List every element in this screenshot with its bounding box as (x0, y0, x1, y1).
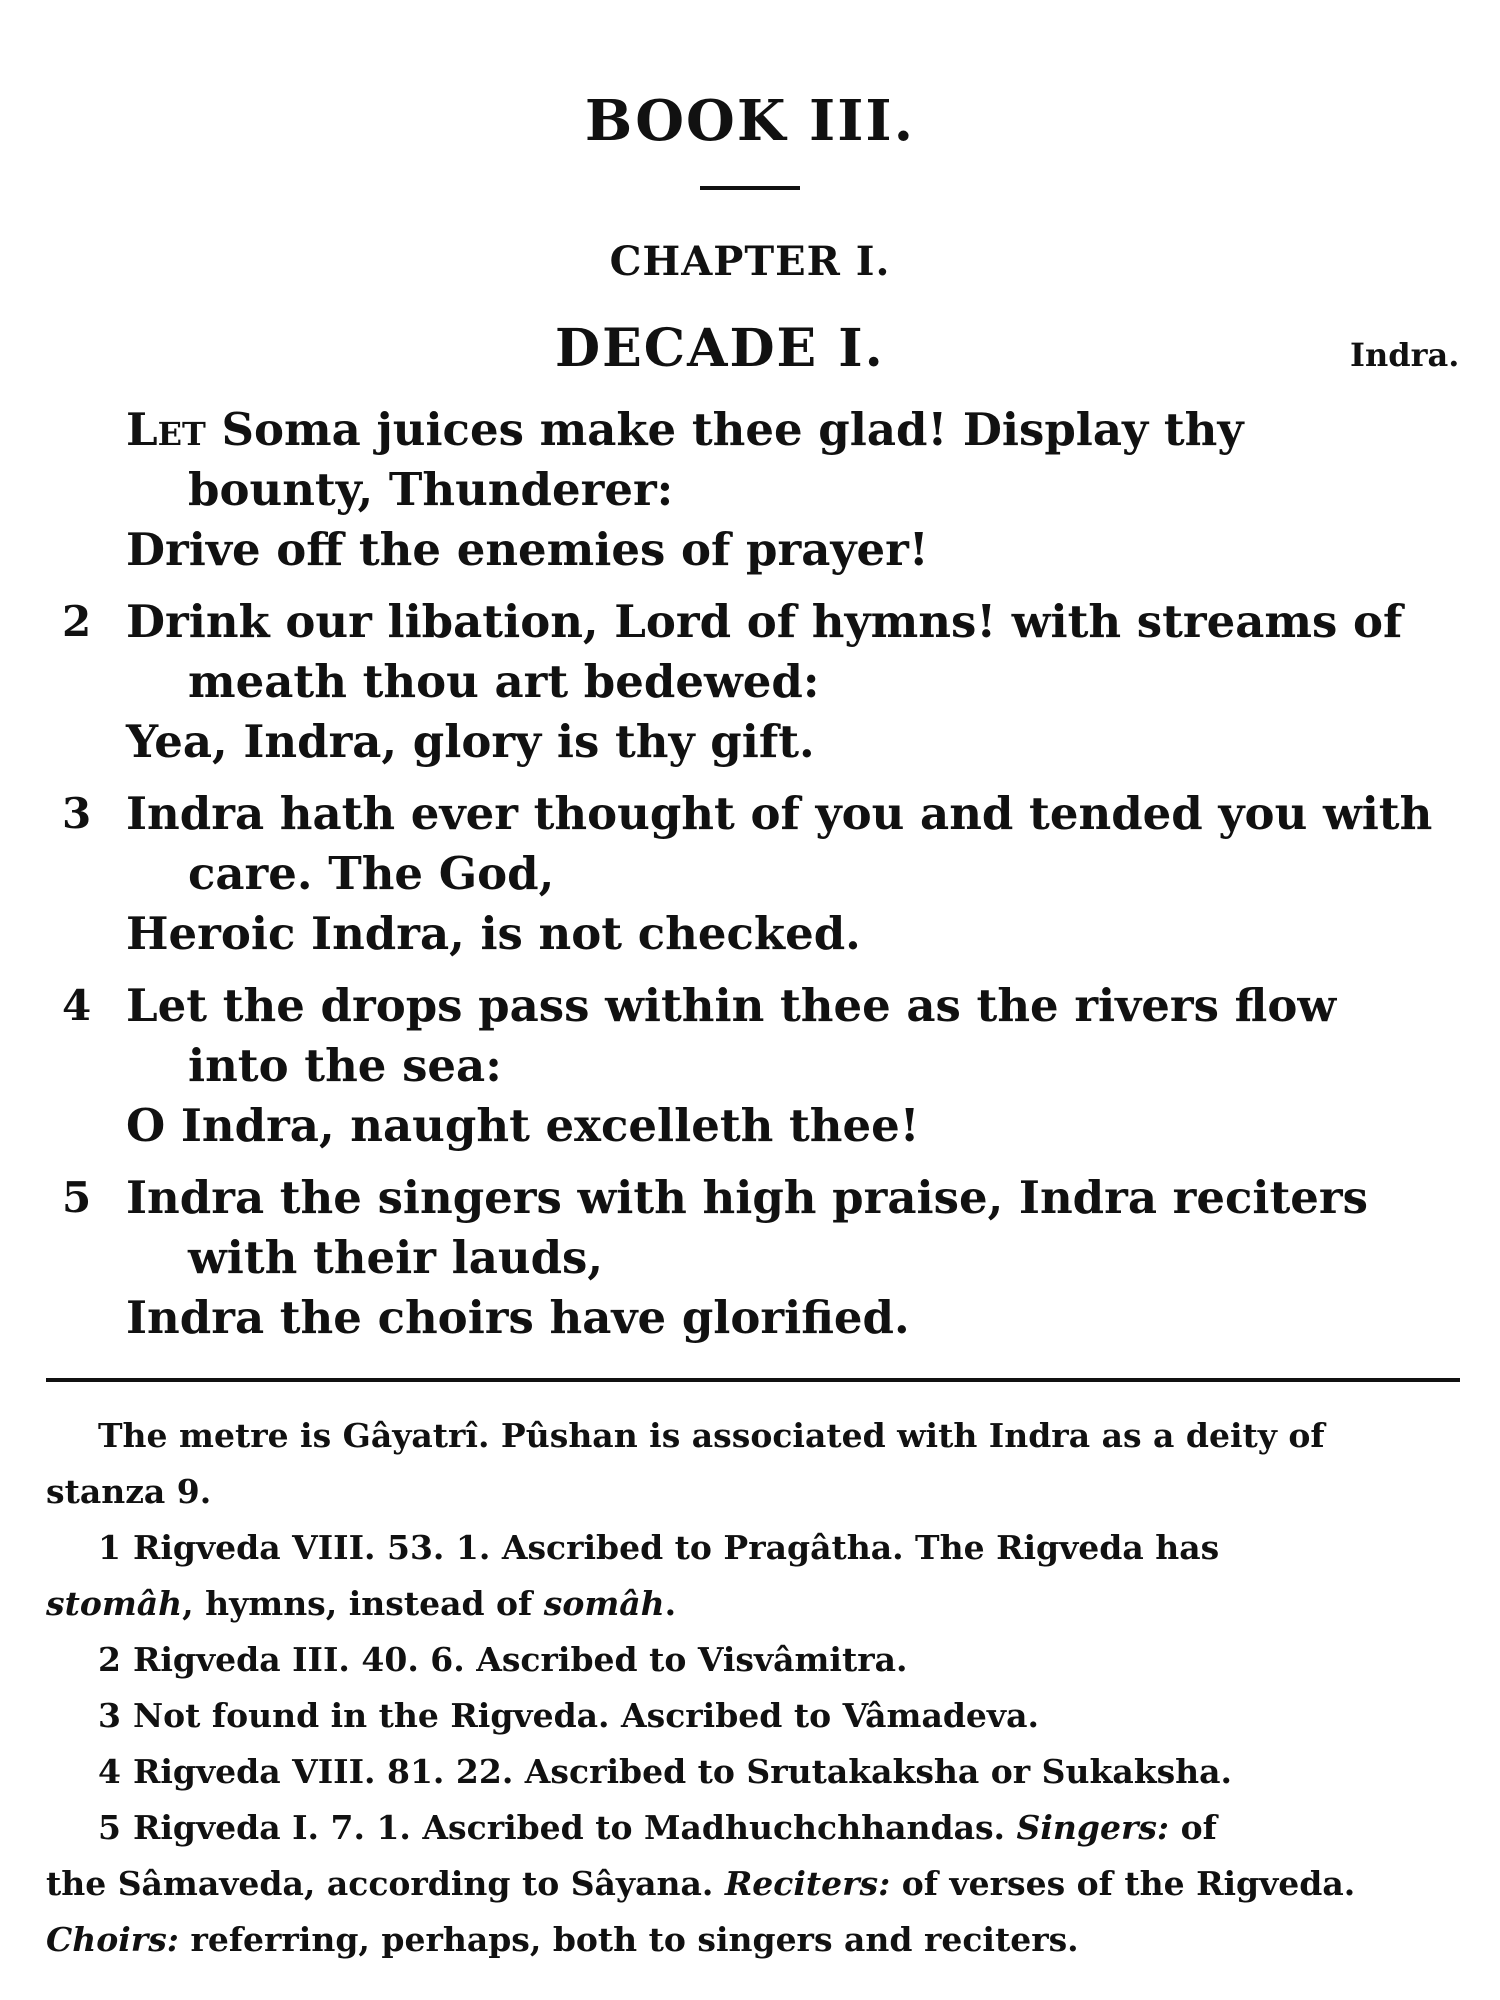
footnote-text: of (1169, 1808, 1217, 1847)
footnote-5-cont (46, 1912, 1460, 1968)
footnote-text: of verses of the Rigveda. (890, 1864, 1356, 1903)
stanza-4 (0, 976, 1500, 1156)
footnote-italic: Reciters: (724, 1864, 891, 1903)
stanza-line: O Indra, naught excelleth thee! (126, 1099, 920, 1152)
footnote-text: Not found in the Rigveda. Ascribed to Vâmadeva. (132, 1696, 1039, 1735)
footnote-text: Rigveda III. 40. 6. Ascribed to Visvâmitra. (132, 1640, 908, 1679)
stanza-line: into the sea: (188, 1039, 502, 1092)
decade-heading: DECADE I. (555, 318, 885, 379)
footnote-italic: stomâh (46, 1584, 183, 1623)
footnote-5 (46, 1800, 1460, 1856)
footnote-text: . (664, 1584, 677, 1623)
stanza-line-text: Drink our libation, Lord of hymns! with streams of (126, 595, 1403, 648)
footnote-4 (46, 1744, 1460, 1800)
stanza-line (0, 784, 1500, 844)
hymn-text (0, 400, 1500, 1360)
footnote-text: the Sâmaveda, according to Sâyana. (46, 1864, 725, 1903)
stanza-2 (0, 592, 1500, 772)
footnote-text: Rigveda VIII. 81. 22. Ascribed to Srutakaksha or Sukaksha. (132, 1752, 1233, 1791)
stanza-number: 5 (62, 1173, 92, 1222)
stanza-number: 3 (62, 789, 92, 838)
stanza-line (0, 592, 1500, 652)
footnote-text: Rigveda I. 7. 1. Ascribed to Madhuchchhandas. (132, 1808, 1017, 1847)
footnote-number: 5 (98, 1808, 121, 1847)
stanza-line: Indra the choirs have glorified. (126, 1291, 910, 1344)
stanza-line-text: Soma juices make thee glad! Display thy (205, 403, 1244, 456)
chapter-heading: CHAPTER I. (609, 238, 891, 285)
footnote-italic: somâh (543, 1584, 665, 1623)
stanza-line-text: Indra the singers with high praise, Indra reciters (126, 1171, 1368, 1224)
stanza-line: with their lauds, (188, 1231, 604, 1284)
title-rule (700, 186, 800, 190)
stanza-5 (0, 1168, 1500, 1348)
stanza-line: Yea, Indra, glory is thy gift. (126, 715, 815, 768)
footnote-text: Rigveda VIII. 53. 1. Ascribed to Pragâtha. The Rigveda has (132, 1528, 1220, 1567)
footnote-1 (46, 1520, 1460, 1576)
footnote-intro: The metre is Gâyatrî. Pûshan is associated with Indra as a deity of (98, 1416, 1325, 1455)
stanza-lead-word: Let (126, 403, 206, 456)
footnote-italic: Singers: (1016, 1808, 1170, 1847)
stanza-line: Drive off the enemies of prayer! (126, 523, 929, 576)
footnote-rule (46, 1378, 1460, 1382)
footnote-3 (46, 1688, 1460, 1744)
stanza-line-text: Indra hath ever thought of you and tended you with (126, 787, 1433, 840)
stanza-line (0, 1168, 1500, 1228)
footnote-1-cont (46, 1576, 1460, 1632)
stanza-number: 2 (62, 597, 92, 646)
footnote-number: 3 (98, 1696, 121, 1735)
footnote-5-cont (46, 1856, 1460, 1912)
stanza-line: meath thou art bedewed: (188, 655, 820, 708)
footnote-text: , hymns, instead of (182, 1584, 544, 1623)
footnote-number: 4 (98, 1752, 121, 1791)
footnote-number: 1 (98, 1528, 121, 1567)
stanza-line-text: Let the drops pass within thee as the rivers flow (126, 979, 1337, 1032)
stanza-line: care. The God, (188, 847, 555, 900)
deity-label: Indra. (1350, 336, 1460, 374)
stanza-line: Heroic Indra, is not checked. (126, 907, 861, 960)
footnote-2 (46, 1632, 1460, 1688)
stanza-line (0, 400, 1500, 460)
stanza-3 (0, 784, 1500, 964)
footnote-intro-cont: stanza 9. (46, 1472, 212, 1511)
stanza-1 (0, 400, 1500, 580)
footnote-italic: Choirs: (46, 1920, 179, 1959)
book-title: BOOK III. (584, 88, 916, 154)
stanza-line: bounty, Thunderer: (188, 463, 674, 516)
stanza-line (0, 976, 1500, 1036)
footnotes (46, 1408, 1460, 1968)
stanza-number: 4 (62, 981, 92, 1030)
footnote-number: 2 (98, 1640, 121, 1679)
footnote-text: referring, perhaps, both to singers and reciters. (178, 1920, 1079, 1959)
